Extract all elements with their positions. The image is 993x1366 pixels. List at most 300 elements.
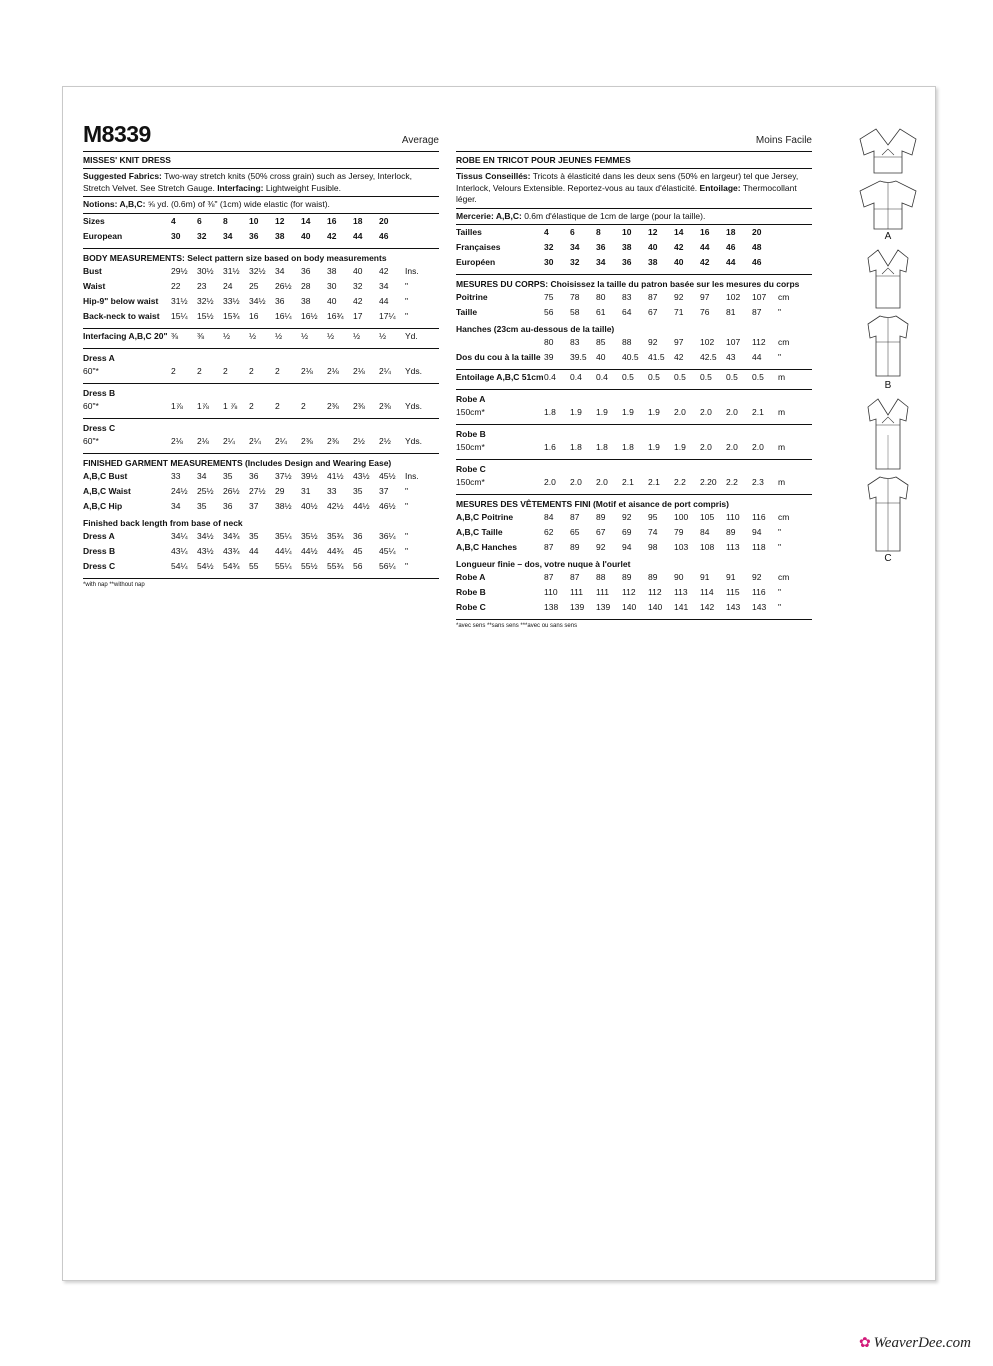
table-cell: 39	[544, 352, 554, 363]
table-cell: 1.9	[622, 407, 634, 418]
view-b-back-drawing	[856, 312, 920, 382]
table-cell: 1.8	[570, 442, 582, 453]
table-cell: 85	[596, 337, 606, 348]
table-cell: 102	[726, 292, 741, 303]
fabrics-label: Suggested Fabrics:	[83, 171, 162, 182]
table-cell: 2⅛	[171, 435, 183, 446]
table-cell: 18	[726, 227, 736, 238]
view-title: Robe B	[456, 429, 486, 440]
table-cell: 92	[596, 542, 606, 553]
table-row	[456, 572, 812, 587]
european-sizes-row-fr	[456, 257, 812, 272]
table-cell: 87	[570, 512, 580, 523]
table-cell: 112	[752, 337, 766, 348]
table-cell: 25½	[197, 485, 214, 496]
table-cell: 1⅞	[197, 400, 209, 411]
table-cell: 44	[726, 257, 736, 268]
unit-label: "	[405, 310, 409, 321]
table-cell: 48	[752, 242, 762, 253]
table-cell: 42	[674, 242, 684, 253]
row-values	[171, 546, 439, 557]
table-cell: 18	[353, 215, 363, 226]
table-cell: 118	[752, 542, 766, 553]
table-cell: 45	[353, 545, 363, 556]
table-cell: 58	[570, 307, 580, 318]
row-label: Interfacing A,B,C 20"	[83, 330, 168, 341]
table-cell: 32	[197, 230, 207, 241]
finished-measurements-block-fr	[456, 495, 812, 620]
table-cell: 94	[622, 542, 632, 553]
table-cell: 34½	[197, 530, 214, 541]
table-cell: 2.0	[700, 442, 712, 453]
table-cell: 37	[249, 500, 259, 511]
table-cell: 24½	[171, 485, 188, 496]
view-a-back-drawing	[856, 177, 920, 233]
unit-label: Yds.	[405, 400, 423, 411]
view-title: Robe C	[456, 464, 486, 475]
row-values	[171, 436, 439, 447]
table-cell: 30½	[197, 265, 214, 276]
table-cell: 91	[726, 572, 736, 583]
table-cell: 38	[648, 257, 658, 268]
row-values	[171, 311, 439, 322]
table-cell: 92	[674, 292, 684, 303]
table-cell: 2.0	[700, 407, 712, 418]
table-cell: 33	[327, 485, 337, 496]
table-cell: 69	[622, 527, 632, 538]
table-cell: 54½	[197, 560, 214, 571]
unit-label: "	[778, 602, 782, 613]
table-cell: 36	[622, 257, 632, 268]
yardage-row	[456, 477, 812, 492]
table-cell: 2	[301, 400, 306, 411]
table-cell: 1.6	[544, 442, 556, 453]
row-values	[171, 216, 439, 227]
garment-title: MISSES' KNIT DRESS	[83, 152, 439, 169]
unit-label: Yds.	[405, 435, 423, 446]
row-values	[171, 296, 439, 307]
table-row	[83, 486, 439, 501]
table-cell: 26½	[223, 485, 240, 496]
unit-label: "	[778, 527, 782, 538]
table-cell: 2⅛	[301, 365, 313, 376]
table-cell: 2	[197, 365, 202, 376]
footnote: *with nap **without nap	[83, 581, 145, 588]
table-cell: 15½	[197, 310, 214, 321]
row-values	[171, 561, 439, 572]
table-cell: 23	[197, 280, 207, 291]
table-cell: 12	[648, 227, 658, 238]
table-cell: 2⅜	[353, 400, 365, 411]
table-cell: 40	[674, 257, 684, 268]
table-cell: 1.8	[596, 442, 608, 453]
table-cell: 140	[648, 602, 663, 613]
table-cell: 2	[223, 365, 228, 376]
unit-label: "	[405, 295, 409, 306]
table-cell: 112	[648, 587, 662, 598]
table-cell: 43½	[197, 545, 214, 556]
table-cell: 116	[752, 512, 766, 523]
table-cell: 1.9	[648, 442, 660, 453]
table-cell: 2.1	[648, 477, 660, 488]
table-cell: 34	[275, 265, 285, 276]
table-cell: 32½	[249, 265, 266, 276]
body-measurements-title-fr: MESURES DU CORPS: Choisissez la taille du patron basée sur les mesures du corps	[456, 279, 800, 290]
table-cell: 55¼	[275, 560, 292, 571]
yardage-row	[456, 407, 812, 422]
unit-label: "	[405, 560, 409, 571]
table-cell: ⅜	[197, 330, 205, 341]
table-cell: 83	[622, 292, 632, 303]
table-cell: 14	[301, 215, 311, 226]
dress-yardage-block	[83, 349, 439, 384]
table-cell: 32½	[197, 295, 214, 306]
row-label: Entoilage A,B,C 51cm	[456, 372, 544, 383]
unit-label: Yd.	[405, 330, 418, 341]
table-cell: 80	[596, 292, 606, 303]
view-c-label: C	[884, 553, 892, 564]
interfacing-text: Lightweight Fusible.	[263, 182, 341, 193]
sizes-block-fr	[456, 225, 812, 275]
table-cell: 27½	[249, 485, 266, 496]
row-label: A,B,C Waist	[83, 485, 131, 496]
yardage-row	[83, 436, 439, 451]
row-label: Robe A	[456, 572, 486, 583]
table-cell: 38	[301, 295, 311, 306]
row-values	[544, 257, 812, 268]
unit-label: "	[405, 280, 409, 291]
table-cell: 87	[648, 292, 658, 303]
table-cell: 15¾	[223, 310, 240, 321]
table-cell: 46	[752, 257, 762, 268]
row-label: European	[83, 230, 123, 241]
row-values	[544, 442, 812, 453]
table-cell: 88	[596, 572, 606, 583]
table-cell: 2.1	[622, 477, 634, 488]
table-cell: 107	[752, 292, 767, 303]
difficulty-label-fr: Moins Facile	[755, 135, 812, 146]
table-cell: 16½	[301, 310, 318, 321]
row-label: Dos du cou à la taille	[456, 352, 541, 363]
table-cell: 34	[570, 242, 580, 253]
table-cell: 0.5	[700, 372, 712, 383]
table-row	[456, 587, 812, 602]
table-cell: 2	[275, 400, 280, 411]
table-cell: 91	[700, 572, 710, 583]
table-cell: 2	[275, 365, 280, 376]
table-cell: 103	[674, 542, 689, 553]
table-cell: 4	[544, 227, 549, 238]
row-label: Poitrine	[456, 292, 488, 303]
table-cell: 16¾	[327, 310, 344, 321]
view-title: Robe A	[456, 394, 486, 405]
table-cell: 97	[700, 292, 710, 303]
row-label: Dress C	[83, 560, 116, 571]
table-cell: 1.9	[570, 407, 582, 418]
table-cell: 35	[249, 530, 259, 541]
row-values	[171, 501, 439, 512]
table-cell: 36	[596, 242, 606, 253]
table-cell: 61	[596, 307, 606, 318]
table-cell: 113	[726, 542, 740, 553]
table-cell: 2.0	[674, 407, 686, 418]
table-cell: 31½	[223, 265, 240, 276]
table-cell: 17¼	[379, 310, 396, 321]
row-values	[171, 486, 439, 497]
table-cell: 87	[544, 572, 554, 583]
table-cell: 8	[596, 227, 601, 238]
table-cell: 76	[700, 307, 710, 318]
table-cell: 97	[674, 337, 684, 348]
row-values	[171, 531, 439, 542]
table-row	[83, 531, 439, 546]
table-cell: 56¼	[379, 560, 396, 571]
unit-label: "	[778, 542, 782, 553]
row-values	[544, 512, 812, 523]
table-cell: 44	[249, 545, 259, 556]
hip-title-fr: Hanches (23cm au-dessous de la taille)	[456, 324, 615, 335]
unit-label: "	[778, 587, 782, 598]
row-values	[544, 527, 812, 538]
view-c-front-drawing	[856, 395, 920, 473]
table-cell: 75	[544, 292, 554, 303]
interfacing-block	[83, 329, 439, 349]
table-cell: 84	[544, 512, 554, 523]
table-cell: 43½	[353, 470, 370, 481]
row-label: 60"*	[83, 400, 99, 411]
spool-logo-icon: ✿	[858, 1336, 871, 1351]
table-cell: 36	[275, 295, 285, 306]
table-cell: 2.1	[752, 407, 764, 418]
row-values	[544, 292, 812, 303]
table-cell: 78	[570, 292, 580, 303]
french-sizes-row	[456, 242, 812, 257]
table-cell: 34	[171, 500, 181, 511]
table-cell: 110	[726, 512, 740, 523]
unit-label: "	[405, 485, 409, 496]
table-cell: 113	[674, 587, 688, 598]
row-label: 60"*	[83, 365, 99, 376]
row-label: A,B,C Hanches	[456, 542, 517, 553]
table-cell: 44¾	[327, 545, 344, 556]
table-cell: 16	[249, 310, 259, 321]
table-cell: 65	[570, 527, 580, 538]
table-cell: 114	[700, 587, 714, 598]
unit-label: "	[405, 530, 409, 541]
table-cell: 0.4	[596, 372, 608, 383]
notions-text-fr: 0.6m d'élastique de 1cm de large (pour la taille).	[521, 210, 706, 221]
table-cell: 92	[622, 512, 632, 523]
table-cell: 139	[596, 602, 611, 613]
unit-label: cm	[778, 572, 790, 583]
table-cell: 36	[249, 470, 259, 481]
dress-yardage-block	[83, 419, 439, 454]
table-cell: 89	[570, 542, 580, 553]
row-values	[544, 307, 812, 318]
row-label: 150cm*	[456, 407, 485, 418]
interfacing-row	[456, 372, 812, 387]
table-cell: 35	[353, 485, 363, 496]
table-cell: 24	[223, 280, 233, 291]
table-cell: 45¼	[379, 545, 396, 556]
table-cell: 35	[197, 500, 207, 511]
unit-label: Yds.	[405, 365, 423, 376]
row-values	[171, 281, 439, 292]
table-cell: 15¼	[171, 310, 188, 321]
table-cell: 44	[353, 230, 363, 241]
row-values	[171, 401, 439, 412]
table-cell: 2.2	[726, 477, 738, 488]
footnote-fr: *avec sens **sans sens ***avec ou sans sens	[456, 623, 578, 630]
row-label: Taille	[456, 307, 478, 318]
table-cell: 98	[648, 542, 658, 553]
table-cell: 20	[379, 215, 389, 226]
back-length-title: Finished back length from base of neck	[83, 517, 243, 528]
fabrics-text: Two-way stretch knits (50% cross grain) such as Jersey, Interlock, Stretch Velvet. See Stretch Gauge.	[83, 171, 412, 193]
row-values	[171, 331, 439, 342]
table-cell: 143	[752, 602, 767, 613]
french-header	[456, 121, 812, 152]
table-cell: 40	[648, 242, 658, 253]
view-a-front-drawing	[856, 125, 920, 177]
table-cell: 0.5	[674, 372, 686, 383]
table-cell: 115	[726, 587, 740, 598]
table-cell: 56	[353, 560, 363, 571]
table-cell: 89	[648, 572, 658, 583]
table-cell: 14	[674, 227, 684, 238]
table-row	[83, 561, 439, 576]
table-cell: 0.5	[726, 372, 738, 383]
table-cell: 140	[622, 602, 637, 613]
table-cell: 35	[223, 470, 233, 481]
table-cell: 44	[700, 242, 710, 253]
table-cell: 43¼	[171, 545, 188, 556]
table-cell: 2¼	[249, 435, 261, 446]
view-title: Dress B	[83, 387, 116, 398]
notions-label-fr: Mercerie: A,B,C:	[456, 210, 522, 221]
row-values	[544, 572, 812, 583]
unit-label: "	[405, 500, 409, 511]
table-cell: 30	[327, 280, 337, 291]
table-cell: 2½	[353, 435, 365, 446]
table-cell: 36¼	[379, 530, 396, 541]
table-cell: 41.5	[648, 352, 665, 363]
body-measurements-block-fr	[456, 275, 812, 370]
row-label: A,B,C Taille	[456, 527, 503, 538]
table-cell: 79	[674, 527, 684, 538]
unit-label: Ins.	[405, 265, 419, 276]
row-label: Tailles	[456, 227, 482, 238]
table-cell: 20	[752, 227, 762, 238]
table-cell: 44¼	[275, 545, 292, 556]
row-values	[544, 542, 812, 553]
table-cell: 84	[700, 527, 710, 538]
table-cell: 34	[223, 230, 233, 241]
table-cell: 2.0	[596, 477, 608, 488]
finished-measurements-block	[83, 454, 439, 579]
table-cell: 43¾	[223, 545, 240, 556]
robe-yardage-block	[456, 460, 812, 495]
unit-label: m	[778, 477, 786, 488]
table-cell: 2⅛	[353, 365, 365, 376]
table-cell: 2	[249, 365, 254, 376]
table-cell: 44	[752, 352, 762, 363]
european-sizes-row	[83, 231, 439, 246]
table-cell: 95	[648, 512, 658, 523]
table-cell: 40	[327, 295, 337, 306]
interfacing-text-fr: Thermocollant léger.	[456, 182, 797, 205]
yardage-row	[83, 401, 439, 416]
table-cell: 32	[544, 242, 554, 253]
table-cell: 83	[570, 337, 580, 348]
row-label: 60"*	[83, 435, 99, 446]
table-cell: 34¾	[223, 530, 240, 541]
unit-label: Ins.	[405, 470, 419, 481]
table-cell: 92	[752, 572, 762, 583]
table-cell: 67	[596, 527, 606, 538]
table-cell: 33½	[223, 295, 240, 306]
table-cell: 30	[544, 257, 554, 268]
row-label: Dress A	[83, 530, 115, 541]
french-column	[456, 121, 812, 630]
table-cell: 2¼	[223, 435, 235, 446]
table-cell: 35¼	[275, 530, 292, 541]
table-cell: 55	[249, 560, 259, 571]
table-row	[456, 352, 812, 367]
table-cell: 31	[301, 485, 311, 496]
row-label: A,B,C Bust	[83, 470, 128, 481]
unit-label: m	[778, 407, 786, 418]
table-cell: 30	[171, 230, 181, 241]
row-values	[544, 352, 812, 363]
table-cell: 142	[700, 602, 715, 613]
row-label: A,B,C Poitrine	[456, 512, 514, 523]
table-cell: 34¼	[171, 530, 188, 541]
view-c-back-drawing	[856, 473, 920, 555]
table-cell: 2.2	[674, 477, 686, 488]
row-values	[544, 372, 812, 383]
notions-label: Notions: A,B,C:	[83, 199, 146, 210]
yardage-row	[83, 366, 439, 381]
row-values	[544, 242, 812, 253]
notions-paragraph	[83, 197, 439, 213]
interfacing-block-fr	[456, 370, 812, 390]
table-cell: ½	[249, 330, 257, 341]
unit-label: cm	[778, 337, 790, 348]
row-values	[544, 337, 812, 348]
table-cell: 42	[674, 352, 684, 363]
table-cell: 139	[570, 602, 585, 613]
row-values	[544, 602, 812, 613]
table-cell: 87	[544, 542, 554, 553]
row-label: Françaises	[456, 242, 501, 253]
table-cell: 55½	[301, 560, 318, 571]
table-cell: 34	[197, 470, 207, 481]
table-cell: 1.8	[622, 442, 634, 453]
table-cell: ½	[327, 330, 335, 341]
fabrics-paragraph-fr	[456, 169, 812, 208]
row-values	[171, 366, 439, 377]
table-cell: 2.0	[726, 442, 738, 453]
table-cell: 8	[223, 215, 228, 226]
table-cell: 40	[596, 352, 606, 363]
table-cell: 39½	[301, 470, 318, 481]
table-cell: 16	[700, 227, 710, 238]
table-cell: 1.9	[648, 407, 660, 418]
table-cell: 38	[327, 265, 337, 276]
table-cell: 111	[570, 587, 583, 598]
table-cell: 17	[353, 310, 363, 321]
